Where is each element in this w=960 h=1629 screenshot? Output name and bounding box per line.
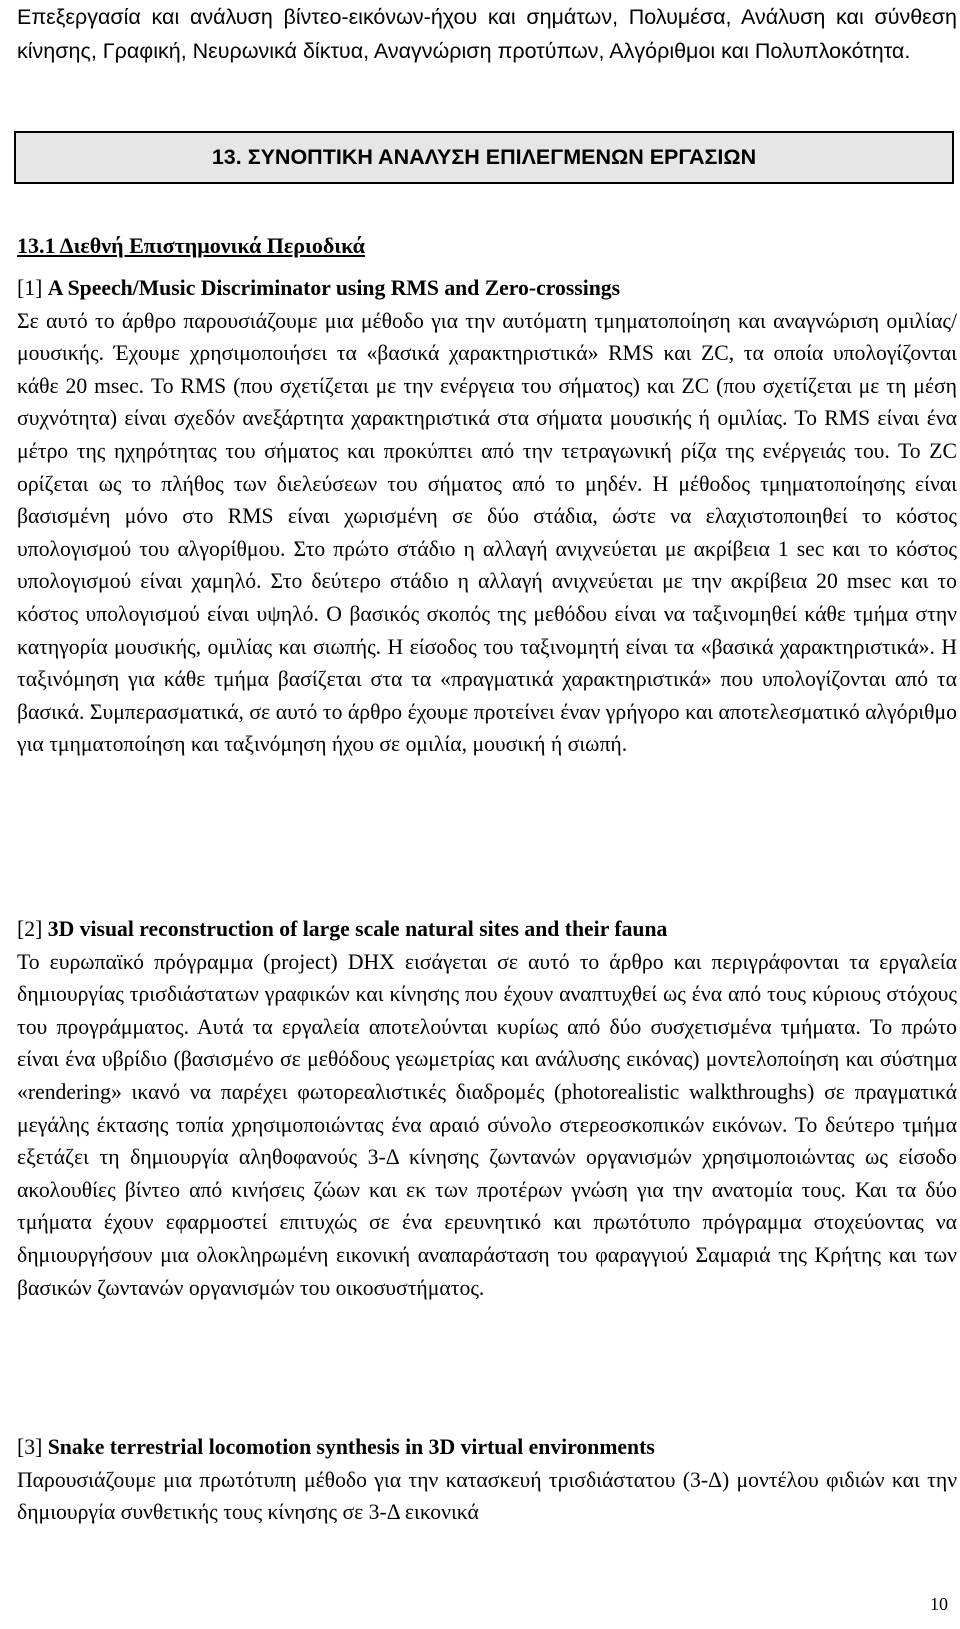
paper-index: [3] [17,1435,43,1459]
section-title: 13. ΣΥΝΟΠΤΙΚΗ ΑΝΑΛΥΣΗ ΕΠΙΛΕΓΜΕΝΩΝ ΕΡΓΑΣΙΩΝ [211,145,757,169]
page-number: 10 [930,1594,948,1614]
paper-abstract: Σε αυτό το άρθρο παρουσιάζουμε μια μέθοδο για την αυτόματη τμηματοποίηση και αναγνώριση ομιλίας/μουσικής. Έχουμε χρησιμοποιήσει τα «βασικά χαρακτηριστικά» RMS και ZC, τα οποία υπολογίζονται κάθε 20 msec. Το RMS (που σχετίζεται με την ενέργεια του σήματος) και ZC (που σχετίζεται με τη μέση συχνότητα) είναι σχεδόν ανεξάρτητα χαρακτηριστικά στα σήματα μουσικής ή ομιλίας. Το RMS είναι ένα μέτρο της ηχηρότητας του σήματος και προκύπτει από την τετραγωνική ρίζα της ενέργειάς του. Το ZC ορίζεται ως το πλήθος των διελεύσεων του σήματος από το μηδέν. Η μέθοδος τμηματοποίησης είναι βασισμένη μόνο στο RMS είναι χωρισμένη σε δύο στάδια, ώστε να ελαχιστοποιηθεί το κόστος υπολογισμού του αλγορίθμου. Στο πρώτο στάδιο η αλλαγή ανιχνεύεται με ακρίβεια 1 sec και το κόστος υπολογισμού είναι χαμηλό. Στο δεύτερο στάδιο η αλλαγή ανιχνεύεται με την ακρίβεια 20 msec και το κόστος υπολογισμού είναι υψηλό. Ο βασικός σκοπός της μεθόδου είναι να ταξινομηθεί κάθε τμήμα στην κατηγορία μουσικής, ομιλίας και σιωπής. Η είσοδος του ταξινομητή είναι τα «βασικά χαρακτηριστικά». Η ταξινόμηση για κάθε τμήμα βασίζεται στα τα «πραγματικά χαρακτηριστικά» που υπολογίζονται από τα βασικά. Συμπερασματικά, σε αυτό το άρθρο έχουμε προτείνει έναν γρήγορο και αποτελεσματικό αλγόριθμο για τμηματοποίηση και ταξινόμηση ήχου σε ομιλία, μουσική ή σιωπή. [17,308,957,757]
paper-title: A Speech/Music Discriminator using RMS and Zero-crossings [47,276,621,300]
paper-heading [17,913,957,946]
paper-title: Snake terrestrial locomotion synthesis in 3D virtual environments [47,1435,655,1459]
paper-index: [1] [17,276,43,300]
paper-index: [2] [17,917,43,941]
paper-heading [17,1431,957,1464]
paper-heading [17,272,957,305]
paper-entry [17,272,957,761]
subsection-heading: 13.1 Διεθνή Επιστημονικά Περιοδικά [17,233,365,258]
paper-abstract: Το ευρωπαϊκό πρόγραμμα (project) DHX εισάγεται σε αυτό το άρθρο και περιγράφονται τα εργαλεία δημιουργίας τρισδιάστατων γραφικών και κίνησης που έχουν αναπτυχθεί ως ένα από τους κύριους στόχους του προγράμματος. Αυτά τα εργαλεία αποτελούνται κυρίως από δύο συσχετισμένα τμήματα. Το πρώτο είναι ένα υβρίδιο (βασισμένο σε μεθόδους γεωμετρίας και ανάλυσης εικόνας) μοντελοποίηση και σύστημα «rendering» ικανό να παρέχει φωτορεαλιστικές διαδρομές (photorealistic walkthroughs) σε πραγματικά μεγάλης έκτασης τοπία χρησιμοποιώντας ένα αραιό σύνολο στερεοσκοπικών εικόνων. Το δεύτερο τμήμα εξετάζει τη δημιουργία αληθοφανούς 3-Δ κίνησης ζωντανών οργανισμών χρησιμοποιώντας ως είσοδο ακολουθίες βίντεο από κινήσεις ζώων και εκ των προτέρων γνώση για την ανατομία τους. Και τα δύο τμήματα έχουν εφαρμοστεί επιτυχώς σε ένα ερευνητικό και πρωτότυπο πρόγραμμα στοχεύοντας να δημιουργήσουν μια ολοκληρωμένη εικονική αναπαράσταση του φαραγγιού Σαμαριά της Κρήτης και των βασικών ζωντανών οργανισμών του οικοσυστήματος. [17,949,957,1300]
paper-entry [17,913,957,1304]
paper-abstract: Παρουσιάζουμε μια πρωτότυπη μέθοδο για την κατασκευή τρισδιάστατου (3-Δ) μοντέλου φιδιών και την δημιουργία συνθετικής τους κίνησης σε 3-Δ εικονικά [17,1467,957,1525]
paper-entry [17,1431,957,1529]
page-header: Επεξεργασία και ανάλυση βίντεο-εικόνων-ήχου και σημάτων, Πολυμέσα, Ανάλυση και σύνθεση κίνησης, Γραφική, Νευρωνικά δίκτυα, Αναγνώριση προτύπων, Αλγόριθμοι και Πολυπλοκότητα. [17,5,957,63]
paper-title: 3D visual reconstruction of large scale natural sites and their fauna [47,917,668,941]
section-heading [14,131,954,184]
